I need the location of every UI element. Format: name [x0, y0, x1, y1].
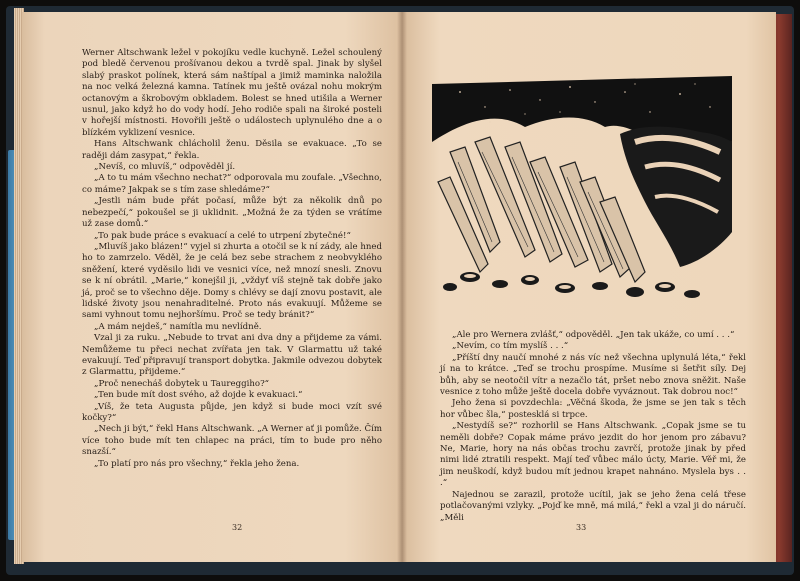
paragraph: Najednou se zarazil, protože ucítil, jak se jeho žena celá třese potlačovanými vzlyky. „Pojď ke mně, má milá,“ řekl a vzal ji do náručí. „Měli: [440, 489, 746, 523]
book-gutter: [397, 12, 407, 562]
page-number: 33: [576, 523, 587, 532]
paragraph: „Víš, že teta Augusta půjde, jen když si bude moci vzít své kočky?“: [82, 401, 382, 423]
left-page: [22, 12, 402, 562]
paragraph: „Nevím, co tím myslíš . . .“: [452, 341, 569, 352]
paragraph: „Nech ji být,“ řekl Hans Altschwank. „A Werner ať ji pomůže. Čím více toho bude mít ten chlapec na práci, tím to bude pro něho snazší.“: [82, 424, 382, 458]
paragraph: „A to tu mám všechno nechat?“ odporovala mu zoufale. „Všechno, co máme? Jakpak se s tím zase shledáme?“: [82, 173, 382, 195]
paragraph: „Jestli nám bude přát počasí, může být za několik dnů po nebezpečí,“ pokoušel se ji uklidnit. „Možná že za týden se vrátíme už zase domů.“: [82, 196, 382, 230]
paragraph: Werner Altschwank ležel v pokojíku vedle kuchyně. Ležel schoulený pod bledě červenou prošívanou dekou a tvrdě spal. Jinak by slyšel slabý praskot polínek, která sám naštípal a jimiž maminka naložila na noc velká železná kamna. Tatínek mu ještě ovázal nohu mokrým octanovým a škrobovým obkladem. Bolest se hned utišila a Werner usnul, jako když ho do vody hodí. Jeho rodiče spali na široké posteli v hořejší místnosti. Hovořili ještě o událostech uplynulého dne a o blízkém vyklizení vesnice.: [82, 48, 382, 138]
right-page: [402, 12, 776, 562]
paragraph: Vzal ji za ruku. „Nebude to trvat ani dva dny a přijdeme za vámi. Nemůžeme tu přeci nechat zvířata jen tak. V Glarmattu už také evakuují. Teď připravují transport dobytka. Jakmile odvezou dobytek z Glarmattu, přijdeme.“: [82, 333, 382, 378]
page-number: 32: [232, 523, 243, 532]
left-page-text: [82, 48, 382, 470]
right-page-text: [440, 330, 746, 524]
paragraph: „Mluvíš jako blázen!“ vyjel si zhurta a otočil se k ní zády, ale hned ho to zamrzelo. Věděl, že je celá bez sebe strachem z neobvyklého sněžení, které vyděsilo lidi ve vesnici více, než mnozí snesli. Znovu se k ní obrátil. „Marie,“ konejšil ji, „vždyť víš stejně tak dobře jako já, proč se to všechno děje. Domy s chlévy se dají znovu postavit, ale lidské životy jsou nenahraditelné. Proto nás evakuují. Můžeme se sami vyhnout tomu nejhoršímu. Proč se tedy bránit?“: [82, 241, 382, 321]
paragraph: Jeho žena si povzdechla: „Věčná škoda, že jsme se jen tak s těch hor vůbec šla,“ postesklá si trpce.: [440, 398, 746, 420]
paragraph: „To pak bude práce s evakuací a celé to utrpení zbytečné!“: [94, 230, 351, 241]
avalanche-illustration: [430, 72, 734, 308]
paragraph: „Ten bude mít dost svého, až dojde k evakuaci.“: [94, 390, 303, 401]
paragraph: „Nestydíš se?“ rozhorlil se Hans Altschwank. „Copak jsme se tu neměli dobře? Copak máme právo jezdit do hor jenom pro zábavu? Ne, Marie, hory na nás občas trochu zavrčí, protože jinak by před nimi lidé ztratili respekt. Mají teď vůbec málo úcty, Marie. Věř mi, že jim neuškodí, když budou mít jednou krapet nahnáno. Myslela bys . . .“: [440, 421, 746, 489]
paragraph: „Ale pro Wernera zvlášť,“ odpověděl. „Jen tak ukáže, co umí . . .“: [452, 330, 735, 340]
paragraph: „To platí pro nás pro všechny,“ řekla jeho žena.: [94, 458, 300, 469]
paragraph: Hans Altschwank chlácholil ženu. Děsila se evakuace. „To se raději dám zasypat,“ řekla.: [82, 139, 382, 161]
paragraph: „Proč nenecháš dobytek u Taureggiho?“: [94, 378, 270, 389]
paragraph: „A mám nejdeš,“ namítla mu nevlídně.: [94, 321, 262, 332]
paragraph: „Příští dny naučí mnohé z nás víc než všechna uplynulá léta,“ řekl jí na to krátce. „Teď se trochu prospíme. Musíme si šetřit síly. Dej bůh, aby se neotočil vítr a nezačlo tát, pršet nebo znova sněžit. Naše vesnice z toho může ještě docela dobře vyváznout. Tak dobrou noc!“: [440, 352, 746, 398]
paragraph: „Nevíš, co mluvíš,“ odpověděl jí.: [94, 162, 236, 173]
